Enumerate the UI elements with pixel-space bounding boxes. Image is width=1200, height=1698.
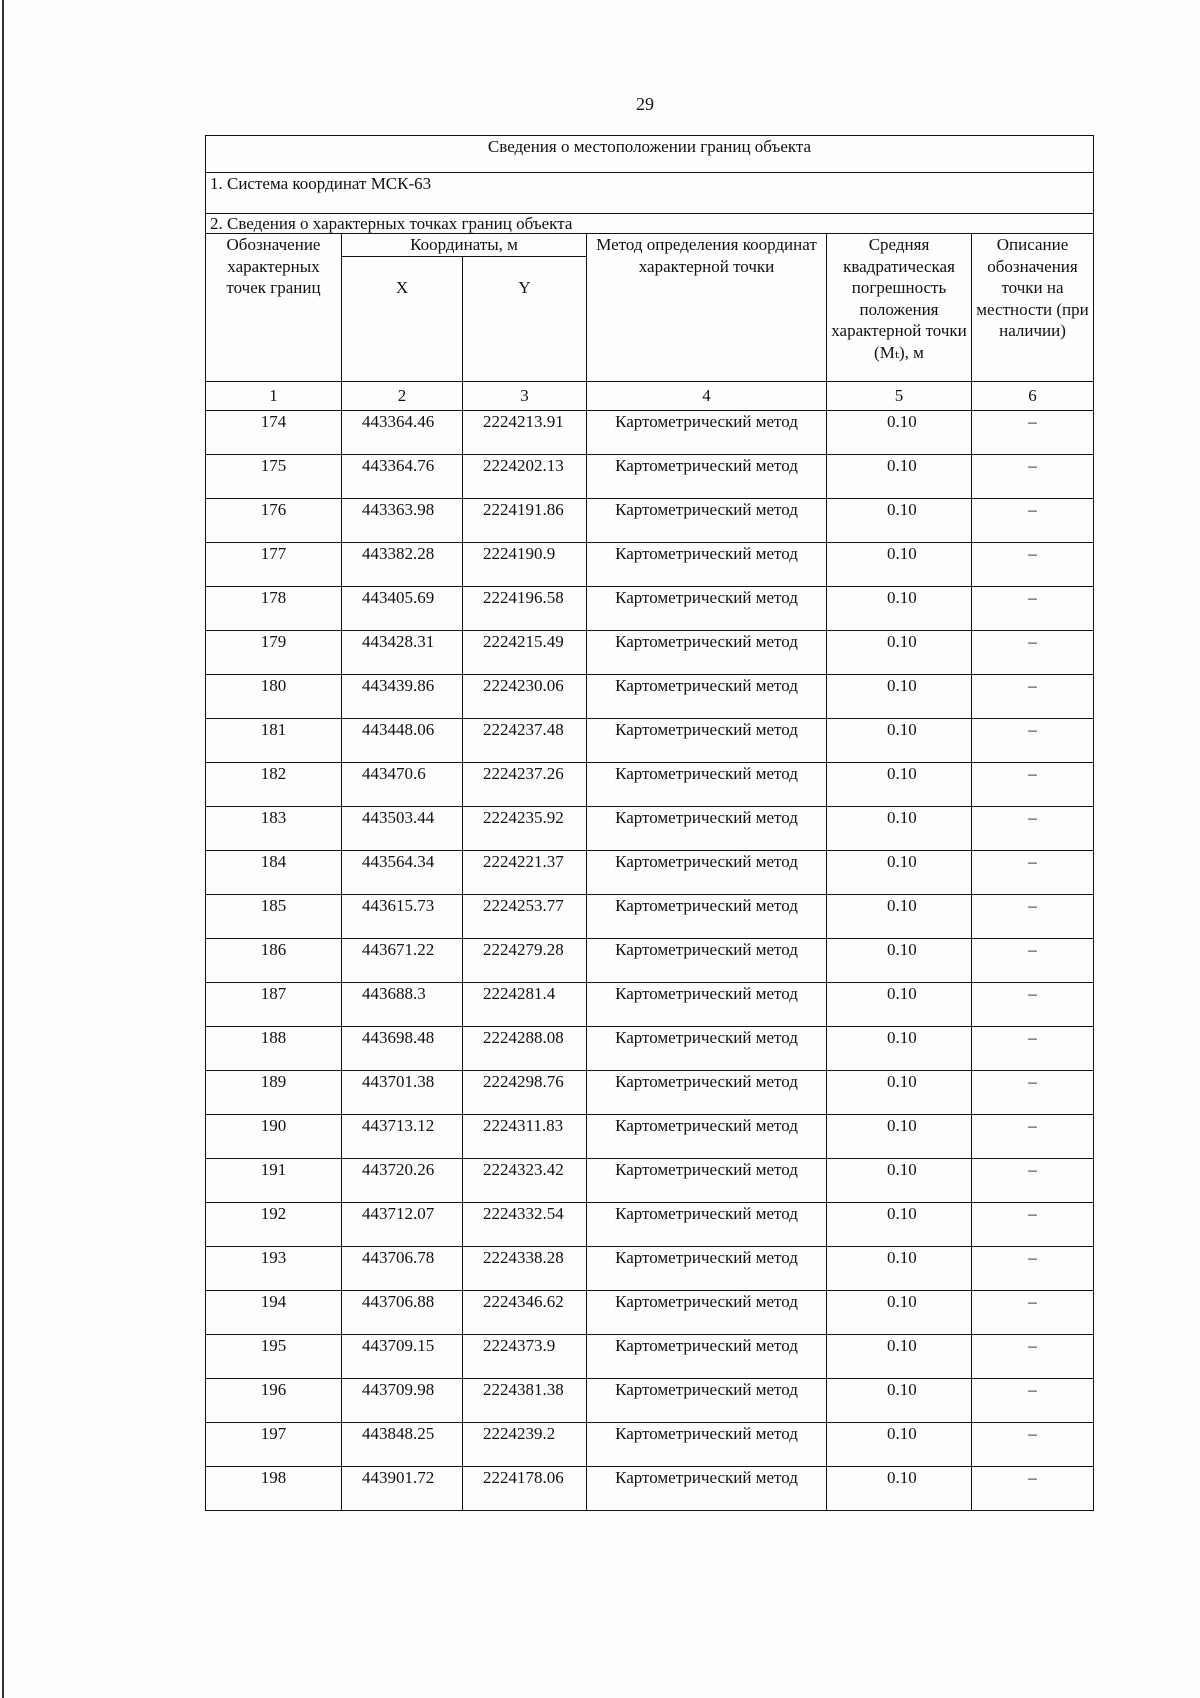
method-cell: Картометрический метод xyxy=(587,718,827,762)
table-row xyxy=(206,1070,1094,1114)
header-description: Описание обозначения точки на местности (при наличии) xyxy=(972,234,1094,382)
boundary-table xyxy=(205,135,1094,1511)
coordinate-x: 443713.12 xyxy=(342,1114,463,1158)
table-row xyxy=(206,586,1094,630)
description-cell: – xyxy=(972,1026,1094,1070)
column-number-3: 3 xyxy=(463,381,587,410)
error-cell: 0.10 xyxy=(827,718,972,762)
description-cell: – xyxy=(972,1378,1094,1422)
description-cell: – xyxy=(972,1070,1094,1114)
description-cell: – xyxy=(972,498,1094,542)
coordinate-y: 2224332.54 xyxy=(463,1202,587,1246)
method-cell: Картометрический метод xyxy=(587,1378,827,1422)
description-cell: – xyxy=(972,542,1094,586)
point-number: 179 xyxy=(206,630,342,674)
point-number: 194 xyxy=(206,1290,342,1334)
description-cell: – xyxy=(972,454,1094,498)
coordinate-y: 2224221.37 xyxy=(463,850,587,894)
coordinate-y: 2224288.08 xyxy=(463,1026,587,1070)
table-row xyxy=(206,982,1094,1026)
column-number-6: 6 xyxy=(972,381,1094,410)
coordinate-y: 2224191.86 xyxy=(463,498,587,542)
description-cell: – xyxy=(972,674,1094,718)
point-number: 184 xyxy=(206,850,342,894)
table-row xyxy=(206,850,1094,894)
table-row xyxy=(206,410,1094,454)
coordinate-x: 443709.98 xyxy=(342,1378,463,1422)
method-cell: Картометрический метод xyxy=(587,542,827,586)
method-cell: Картометрический метод xyxy=(587,982,827,1026)
coordinate-x: 443671.22 xyxy=(342,938,463,982)
coordinate-x: 443448.06 xyxy=(342,718,463,762)
table-row xyxy=(206,718,1094,762)
table-row xyxy=(206,454,1094,498)
table-row xyxy=(206,674,1094,718)
error-cell: 0.10 xyxy=(827,1114,972,1158)
document-title: Сведения о местоположении границ объекта xyxy=(206,136,1094,173)
table-row xyxy=(206,1466,1094,1510)
column-number-4: 4 xyxy=(587,381,827,410)
method-cell: Картометрический метод xyxy=(587,410,827,454)
description-cell: – xyxy=(972,1422,1094,1466)
method-cell: Картометрический метод xyxy=(587,1158,827,1202)
error-cell: 0.10 xyxy=(827,454,972,498)
header-method: Метод определения координат характерной точки xyxy=(587,234,827,382)
coordinate-x: 443720.26 xyxy=(342,1158,463,1202)
header-coordinates: Координаты, м xyxy=(342,234,587,257)
error-cell: 0.10 xyxy=(827,1158,972,1202)
coordinate-x: 443688.3 xyxy=(342,982,463,1026)
point-number: 186 xyxy=(206,938,342,982)
description-cell: – xyxy=(972,982,1094,1026)
table-row xyxy=(206,1026,1094,1070)
method-cell: Картометрический метод xyxy=(587,1334,827,1378)
coordinate-x: 443615.73 xyxy=(342,894,463,938)
coordinate-y: 2224253.77 xyxy=(463,894,587,938)
error-cell: 0.10 xyxy=(827,630,972,674)
section-title: 2. Сведения о характерных точках границ объекта xyxy=(206,214,1094,234)
coordinate-x: 443363.98 xyxy=(342,498,463,542)
point-number: 175 xyxy=(206,454,342,498)
error-cell: 0.10 xyxy=(827,806,972,850)
description-cell: – xyxy=(972,938,1094,982)
point-number: 196 xyxy=(206,1378,342,1422)
coordinate-y: 2224281.4 xyxy=(463,982,587,1026)
description-cell: – xyxy=(972,630,1094,674)
description-cell: – xyxy=(972,586,1094,630)
table-row xyxy=(206,1114,1094,1158)
table-row xyxy=(206,498,1094,542)
error-cell: 0.10 xyxy=(827,1290,972,1334)
method-cell: Картометрический метод xyxy=(587,850,827,894)
coordinate-x: 443405.69 xyxy=(342,586,463,630)
coordinate-y: 2224237.48 xyxy=(463,718,587,762)
point-number: 198 xyxy=(206,1466,342,1510)
coordinate-y: 2224338.28 xyxy=(463,1246,587,1290)
error-cell: 0.10 xyxy=(827,1466,972,1510)
table-row xyxy=(206,1422,1094,1466)
table-row xyxy=(206,1378,1094,1422)
column-number-1: 1 xyxy=(206,381,342,410)
coordinate-x: 443503.44 xyxy=(342,806,463,850)
point-number: 189 xyxy=(206,1070,342,1114)
method-cell: Картометрический метод xyxy=(587,1246,827,1290)
coordinate-y: 2224213.91 xyxy=(463,410,587,454)
method-cell: Картометрический метод xyxy=(587,1114,827,1158)
point-number: 181 xyxy=(206,718,342,762)
description-cell: – xyxy=(972,410,1094,454)
description-cell: – xyxy=(972,1466,1094,1510)
table-row xyxy=(206,762,1094,806)
description-cell: – xyxy=(972,1290,1094,1334)
coordinate-y: 2224230.06 xyxy=(463,674,587,718)
method-cell: Картометрический метод xyxy=(587,454,827,498)
coordinate-x: 443564.34 xyxy=(342,850,463,894)
method-cell: Картометрический метод xyxy=(587,630,827,674)
coordinate-y: 2224381.38 xyxy=(463,1378,587,1422)
page-number: 29 xyxy=(636,94,654,114)
point-number: 191 xyxy=(206,1158,342,1202)
coordinate-x: 443439.86 xyxy=(342,674,463,718)
point-number: 192 xyxy=(206,1202,342,1246)
page-edge-line xyxy=(2,0,4,1698)
point-number: 174 xyxy=(206,410,342,454)
point-number: 183 xyxy=(206,806,342,850)
coordinate-y: 2224196.58 xyxy=(463,586,587,630)
error-cell: 0.10 xyxy=(827,1202,972,1246)
error-cell: 0.10 xyxy=(827,586,972,630)
error-cell: 0.10 xyxy=(827,1070,972,1114)
error-cell: 0.10 xyxy=(827,1378,972,1422)
error-cell: 0.10 xyxy=(827,410,972,454)
point-number: 197 xyxy=(206,1422,342,1466)
coordinate-y: 2224323.42 xyxy=(463,1158,587,1202)
description-cell: – xyxy=(972,718,1094,762)
description-cell: – xyxy=(972,1202,1094,1246)
method-cell: Картометрический метод xyxy=(587,674,827,718)
error-cell: 0.10 xyxy=(827,498,972,542)
method-cell: Картометрический метод xyxy=(587,938,827,982)
description-cell: – xyxy=(972,762,1094,806)
description-cell: – xyxy=(972,850,1094,894)
method-cell: Картометрический метод xyxy=(587,894,827,938)
point-number: 187 xyxy=(206,982,342,1026)
error-cell: 0.10 xyxy=(827,1422,972,1466)
coordinate-y: 2224346.62 xyxy=(463,1290,587,1334)
coordinate-y: 2224202.13 xyxy=(463,454,587,498)
coordinate-x: 443706.88 xyxy=(342,1290,463,1334)
table-row xyxy=(206,938,1094,982)
method-cell: Картометрический метод xyxy=(587,762,827,806)
coordinate-system: 1. Система координат МСК-63 xyxy=(206,173,1094,214)
point-number: 178 xyxy=(206,586,342,630)
error-cell: 0.10 xyxy=(827,762,972,806)
method-cell: Картометрический метод xyxy=(587,586,827,630)
coordinate-y: 2224190.9 xyxy=(463,542,587,586)
table-row xyxy=(206,1202,1094,1246)
point-number: 185 xyxy=(206,894,342,938)
coordinate-y: 2224239.2 xyxy=(463,1422,587,1466)
coordinate-y: 2224235.92 xyxy=(463,806,587,850)
error-cell: 0.10 xyxy=(827,674,972,718)
error-cell: 0.10 xyxy=(827,542,972,586)
coordinate-y: 2224298.76 xyxy=(463,1070,587,1114)
error-cell: 0.10 xyxy=(827,894,972,938)
column-number-2: 2 xyxy=(342,381,463,410)
method-cell: Картометрический метод xyxy=(587,498,827,542)
method-cell: Картометрический метод xyxy=(587,806,827,850)
method-cell: Картометрический метод xyxy=(587,1422,827,1466)
coordinate-x: 443382.28 xyxy=(342,542,463,586)
description-cell: – xyxy=(972,894,1094,938)
header-point: Обозначение характерных точек границ xyxy=(206,234,342,382)
error-cell: 0.10 xyxy=(827,1026,972,1070)
table-row xyxy=(206,1246,1094,1290)
table-row xyxy=(206,1334,1094,1378)
coordinate-y: 2224311.83 xyxy=(463,1114,587,1158)
coordinate-x: 443364.76 xyxy=(342,454,463,498)
coordinate-y: 2224178.06 xyxy=(463,1466,587,1510)
point-number: 188 xyxy=(206,1026,342,1070)
table-row xyxy=(206,806,1094,850)
table-row xyxy=(206,630,1094,674)
coordinate-x: 443701.38 xyxy=(342,1070,463,1114)
coordinate-y: 2224237.26 xyxy=(463,762,587,806)
coordinate-x: 443706.78 xyxy=(342,1246,463,1290)
column-number-5: 5 xyxy=(827,381,972,410)
point-number: 182 xyxy=(206,762,342,806)
method-cell: Картометрический метод xyxy=(587,1466,827,1510)
error-cell: 0.10 xyxy=(827,1334,972,1378)
description-cell: – xyxy=(972,1158,1094,1202)
coordinate-x: 443709.15 xyxy=(342,1334,463,1378)
header-y: Y xyxy=(463,256,587,381)
coordinate-x: 443364.46 xyxy=(342,410,463,454)
description-cell: – xyxy=(972,1114,1094,1158)
point-number: 177 xyxy=(206,542,342,586)
description-cell: – xyxy=(972,806,1094,850)
table-row xyxy=(206,894,1094,938)
error-cell: 0.10 xyxy=(827,1246,972,1290)
table-row xyxy=(206,542,1094,586)
table-row xyxy=(206,1290,1094,1334)
table-row xyxy=(206,1158,1094,1202)
coordinate-y: 2224279.28 xyxy=(463,938,587,982)
coordinate-x: 443428.31 xyxy=(342,630,463,674)
method-cell: Картометрический метод xyxy=(587,1202,827,1246)
coordinate-x: 443712.07 xyxy=(342,1202,463,1246)
method-cell: Картометрический метод xyxy=(587,1290,827,1334)
point-number: 180 xyxy=(206,674,342,718)
point-number: 176 xyxy=(206,498,342,542)
point-number: 193 xyxy=(206,1246,342,1290)
error-cell: 0.10 xyxy=(827,982,972,1026)
coordinate-x: 443848.25 xyxy=(342,1422,463,1466)
point-number: 190 xyxy=(206,1114,342,1158)
method-cell: Картометрический метод xyxy=(587,1026,827,1070)
description-cell: – xyxy=(972,1246,1094,1290)
coordinate-y: 2224373.9 xyxy=(463,1334,587,1378)
coordinate-y: 2224215.49 xyxy=(463,630,587,674)
description-cell: – xyxy=(972,1334,1094,1378)
coordinate-x: 443698.48 xyxy=(342,1026,463,1070)
error-cell: 0.10 xyxy=(827,938,972,982)
error-cell: 0.10 xyxy=(827,850,972,894)
header-x: X xyxy=(342,256,463,381)
method-cell: Картометрический метод xyxy=(587,1070,827,1114)
header-error: Средняя квадратическая погрешность положения характерной точки (Mₜ), м xyxy=(827,234,972,382)
coordinate-x: 443470.6 xyxy=(342,762,463,806)
coordinate-x: 443901.72 xyxy=(342,1466,463,1510)
point-number: 195 xyxy=(206,1334,342,1378)
